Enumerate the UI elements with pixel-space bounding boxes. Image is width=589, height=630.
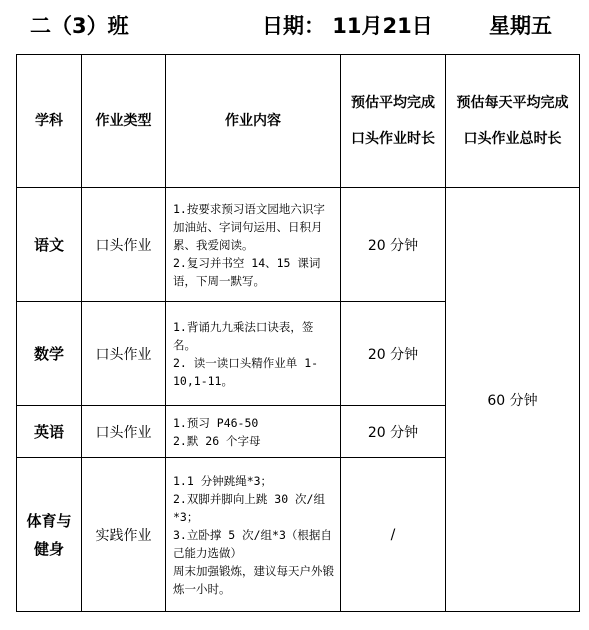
content-line: 2.默 26 个字母 [173, 433, 261, 448]
subject-cell [17, 458, 82, 612]
date-label: 日期： 11月21日 [262, 14, 433, 38]
table-header-row [17, 55, 580, 188]
content-line: 3.立卧撑 5 次/组*3（根据自己能力选做） [173, 527, 332, 560]
content-line: 1.背诵九九乘法口诀表，签名。 [173, 319, 314, 352]
type-cell: 口头作业 [82, 406, 166, 458]
content-cell [166, 188, 341, 302]
subject-text: 体育与健身 [26, 511, 72, 558]
daily-total-cell: 60 分钟 [446, 188, 580, 612]
content-cell [166, 458, 341, 612]
header-avg-time-text: 预估平均完成口头作业时长 [351, 95, 435, 147]
class-name: 二（3）班 [30, 14, 129, 38]
content-line: 2.复习并书空 14、15 课词语，下周一默写。 [173, 255, 321, 288]
time-cell: 20 分钟 [341, 406, 446, 458]
content-line: 1.预习 P46-50 [173, 415, 259, 430]
content-cell [166, 302, 341, 406]
homework-table [16, 54, 580, 612]
content-line: 1.按要求预习语文园地六识字加油站、字词句运用、日积月累、我爱阅读。 [173, 201, 325, 252]
table-row [17, 188, 580, 302]
time-cell: / [341, 458, 446, 612]
type-cell: 口头作业 [82, 302, 166, 406]
weekday-label: 星期五 [489, 14, 552, 38]
subject-cell: 语文 [17, 188, 82, 302]
content-line: 1.1 分钟跳绳*3； [173, 473, 273, 488]
subject-cell: 数学 [17, 302, 82, 406]
header-content: 作业内容 [166, 55, 341, 188]
content-cell [166, 406, 341, 458]
header-daily-total-text: 预估每天平均完成口头作业总时长 [456, 95, 569, 147]
subject-cell: 英语 [17, 406, 82, 458]
header-subject: 学科 [17, 55, 82, 188]
time-cell: 20 分钟 [341, 302, 446, 406]
header-daily-total [446, 55, 580, 188]
content-line: 2. 读一读口头精作业单 1-10,1-11。 [173, 355, 319, 388]
content-line: 2.双脚并脚向上跳 30 次/组*3； [173, 491, 325, 524]
header-avg-time [341, 55, 446, 188]
time-cell: 20 分钟 [341, 188, 446, 302]
type-cell: 实践作业 [82, 458, 166, 612]
type-cell: 口头作业 [82, 188, 166, 302]
page-header [0, 0, 589, 50]
header-type: 作业类型 [82, 55, 166, 188]
content-line: 周末加强锻炼，建议每天户外锻炼一小时。 [173, 563, 334, 596]
